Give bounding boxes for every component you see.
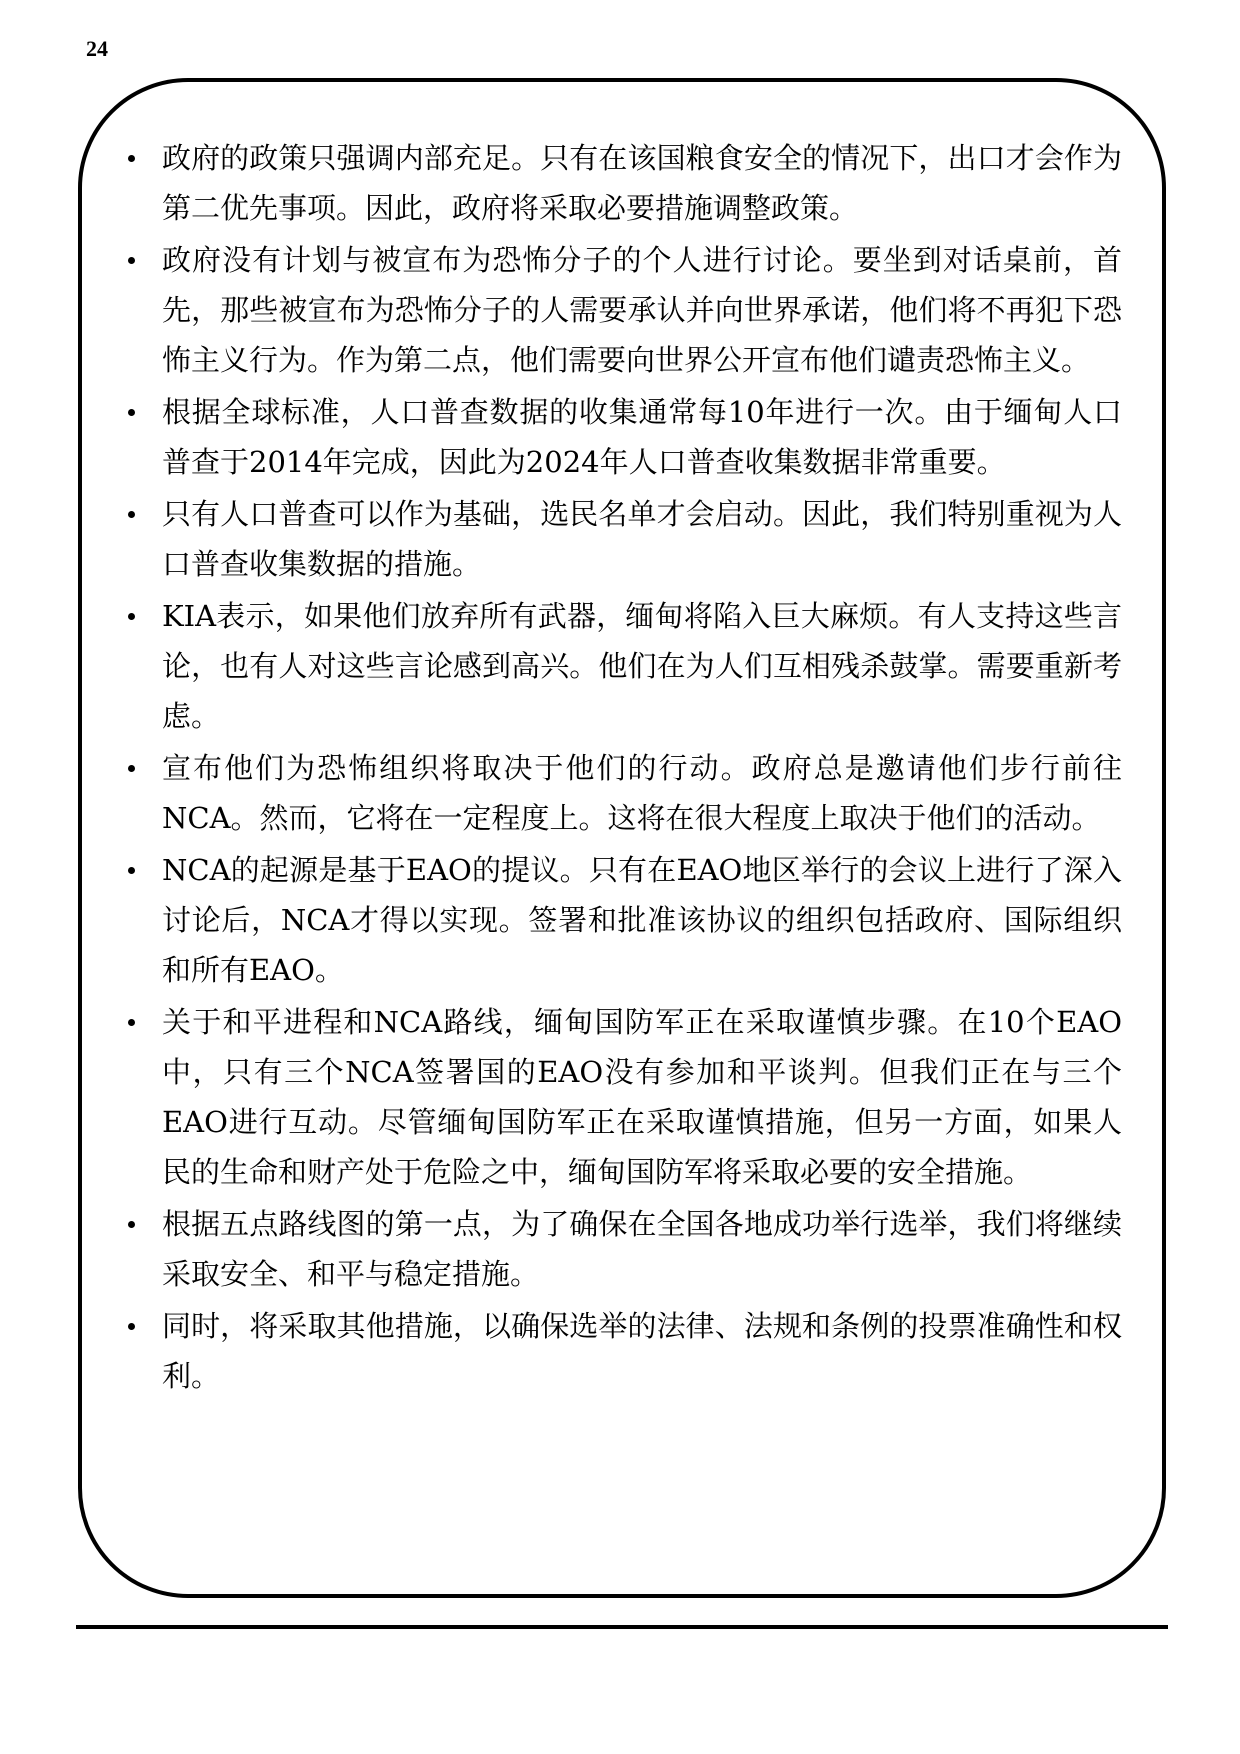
- list-item: [122, 1199, 1122, 1299]
- bullet-icon: [128, 511, 135, 518]
- bullet-icon: [128, 765, 135, 772]
- list-item-text: KIA表示，如果他们放弃所有武器，缅甸将陷入巨大麻烦。有人支持这些言论，也有人对这些言论感到高兴。他们在为人们互相残杀鼓掌。需要重新考虑。: [162, 599, 1122, 733]
- list-item: [122, 489, 1122, 589]
- bullet-icon: [128, 613, 135, 620]
- bullet-icon: [128, 1323, 135, 1330]
- bullet-icon: [128, 409, 135, 416]
- bullet-icon: [128, 1019, 135, 1026]
- list-item: [122, 387, 1122, 487]
- bullet-icon: [128, 1221, 135, 1228]
- list-item: [122, 591, 1122, 741]
- bullet-icon: [128, 867, 135, 874]
- list-item-text: 根据全球标准，人口普查数据的收集通常每10年进行一次。由于缅甸人口普查于2014年完成，因此为2024年人口普查收集数据非常重要。: [162, 395, 1122, 479]
- list-item-text: 同时，将采取其他措施，以确保选举的法律、法规和条例的投票准确性和权利。: [162, 1309, 1122, 1393]
- list-item: [122, 133, 1122, 233]
- list-item-text: 政府的政策只强调内部充足。只有在该国粮食安全的情况下，出口才会作为第二优先事项。因此，政府将采取必要措施调整政策。: [162, 141, 1122, 225]
- bullet-list: [122, 133, 1122, 1403]
- list-item: [122, 743, 1122, 843]
- list-item: [122, 1301, 1122, 1401]
- list-item-text: 政府没有计划与被宣布为恐怖分子的个人进行讨论。要坐到对话桌前，首先，那些被宣布为恐怖分子的人需要承认并向世界承诺，他们将不再犯下恐怖主义行为。作为第二点，他们需要向世界公开宣布他们谴责恐怖主义。: [162, 243, 1122, 377]
- list-item-text: NCA的起源是基于EAO的提议。只有在EAO地区举行的会议上进行了深入讨论后，NCA才得以实现。签署和批准该协议的组织包括政府、国际组织和所有EAO。: [162, 853, 1122, 987]
- bullet-icon: [128, 155, 135, 162]
- list-item: [122, 997, 1122, 1197]
- list-item-text: 只有人口普查可以作为基础，选民名单才会启动。因此，我们特别重视为人口普查收集数据的措施。: [162, 497, 1122, 581]
- footer-rule: [76, 1625, 1168, 1629]
- list-item-text: 根据五点路线图的第一点，为了确保在全国各地成功举行选举，我们将继续采取安全、和平与稳定措施。: [162, 1207, 1122, 1291]
- list-item: [122, 845, 1122, 995]
- list-item: [122, 235, 1122, 385]
- list-item-text: 宣布他们为恐怖组织将取决于他们的行动。政府总是邀请他们步行前往NCA。然而，它将在一定程度上。这将在很大程度上取决于他们的活动。: [162, 751, 1122, 835]
- page-number: 24: [86, 36, 108, 61]
- bullet-icon: [128, 257, 135, 264]
- list-item-text: 关于和平进程和NCA路线，缅甸国防军正在采取谨慎步骤。在10个EAO中，只有三个NCA签署国的EAO没有参加和平谈判。但我们正在与三个EAO进行互动。尽管缅甸国防军正在采取谨慎措施，但另一方面，如果人民的生命和财产处于危险之中，缅甸国防军将采取必要的安全措施。: [162, 1005, 1122, 1189]
